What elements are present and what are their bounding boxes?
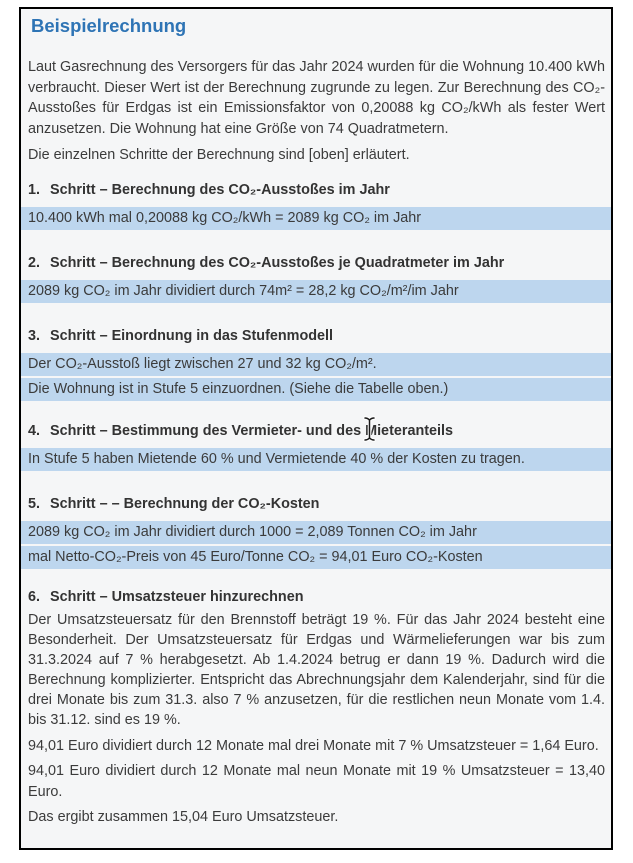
step-4-heading	[21, 421, 611, 442]
step-3-result-line-2: Die Wohnung ist in Stufe 5 einzuordnen. (Siehe die Tabelle oben.)	[21, 378, 611, 401]
vat-calc-q1: 94,01 Euro dividiert durch 12 Monate mal drei Monate mit 7 % Umsatzsteuer = 1,64 Euro.	[28, 737, 599, 754]
step-2-heading-text: Schritt – Berechnung des CO₂-Ausstoßes je Quadratmeter im Jahr	[50, 254, 505, 271]
step-5-heading-text: Schritt – – Berechnung der CO₂-Kosten	[50, 495, 320, 512]
step-1-highlight-group	[21, 207, 611, 230]
step-2-highlight-group	[21, 280, 611, 303]
document-frame	[19, 7, 613, 850]
step-6-heading	[21, 587, 611, 608]
step-5-heading	[21, 494, 611, 515]
step-1-number: 1.	[28, 181, 41, 198]
step-6-number: 6.	[28, 588, 41, 605]
vat-total: Das ergibt zusammen 15,04 Euro Umsatzsteuer.	[28, 809, 339, 825]
vat-calc-q2-q4: 94,01 Euro dividiert durch 12 Monate mal neun Monate mit 19 % Umsatzsteuer = 13,40 Euro.	[28, 763, 605, 800]
step-5-number: 5.	[28, 495, 41, 512]
step-5-calculation-line-1: 2089 kg CO₂ im Jahr dividiert durch 1000 = 2,089 Tonnen CO₂ im Jahr	[21, 521, 611, 544]
step-3-result-line-1: Der CO₂-Ausstoß liegt zwischen 27 und 32 kg CO₂/m².	[21, 353, 611, 376]
step-1-calculation: 10.400 kWh mal 0,20088 kg CO₂/kWh = 2089 kg CO₂ im Jahr	[21, 207, 611, 230]
step-3-heading-text: Schritt – Einordnung in das Stufenmodell	[50, 327, 334, 344]
step-2-heading	[21, 253, 611, 274]
step-5-highlight-group	[21, 521, 611, 569]
step-3-number: 3.	[28, 327, 41, 344]
step-4-heading-text: Schritt – Bestimmung des Vermieter- und des Mieteranteils	[50, 422, 454, 439]
step-4-highlight-group	[21, 448, 611, 471]
step-1-heading	[21, 180, 611, 201]
step-1-heading-text: Schritt – Berechnung des CO₂-Ausstoßes im Jahr	[50, 181, 390, 198]
intro-paragraph: Laut Gasrechnung des Versorgers für das Jahr 2024 wurden für die Wohnung 10.400 kWh verbraucht. Dieser Wert ist der Berechnung zugrunde zu legen. Zur Berechnung des CO₂-Ausstoßes für Erdgas ist ein Emissionsfaktor von 0,20088 kg CO₂/kWh als fester Wert anzusetzen. Die Wohnung hat eine Größe von 74 Quadratmetern.	[28, 59, 605, 137]
page-title: Beispielrechnung	[31, 15, 187, 36]
step-6-heading-text: Schritt – Umsatzsteuer hinzurechnen	[50, 588, 304, 605]
step-5-calculation-line-2: mal Netto-CO₂-Preis von 45 Euro/Tonne CO₂ = 94,01 Euro CO₂-Kosten	[21, 546, 611, 569]
step-3-highlight-group	[21, 353, 611, 401]
step-2-calculation: 2089 kg CO₂ im Jahr dividiert durch 74m² = 28,2 kg CO₂/m²/im Jahr	[21, 280, 611, 303]
step-4-number: 4.	[28, 422, 41, 439]
step-3-heading	[21, 326, 611, 347]
reference-note: Die einzelnen Schritte der Berechnung sind [oben] erläutert.	[28, 147, 410, 163]
vat-explanation-paragraph: Der Umsatzsteuersatz für den Brennstoff beträgt 19 %. Für das Jahr 2024 besteht eine Besonderheit. Der Umsatzsteuersatz für Erdgas und Wärmelieferungen war bis zum 31.3.2024 auf 7 % herabgesetzt. Ab 1.4.2024 betrug er dann 19 %. Dadurch wird die Berechnung komplizierter. Entspricht das Abrechnungsjahr dem Kalenderjahr, sind für die drei Monate bis zum 31.3. also 7 % anzusetzen, für die restlichen neun Monate vom 1.4. bis 31.12. sind es 19 %.	[28, 611, 605, 728]
step-4-result: In Stufe 5 haben Mietende 60 % und Vermietende 40 % der Kosten zu tragen.	[21, 448, 611, 471]
step-2-number: 2.	[28, 254, 41, 271]
